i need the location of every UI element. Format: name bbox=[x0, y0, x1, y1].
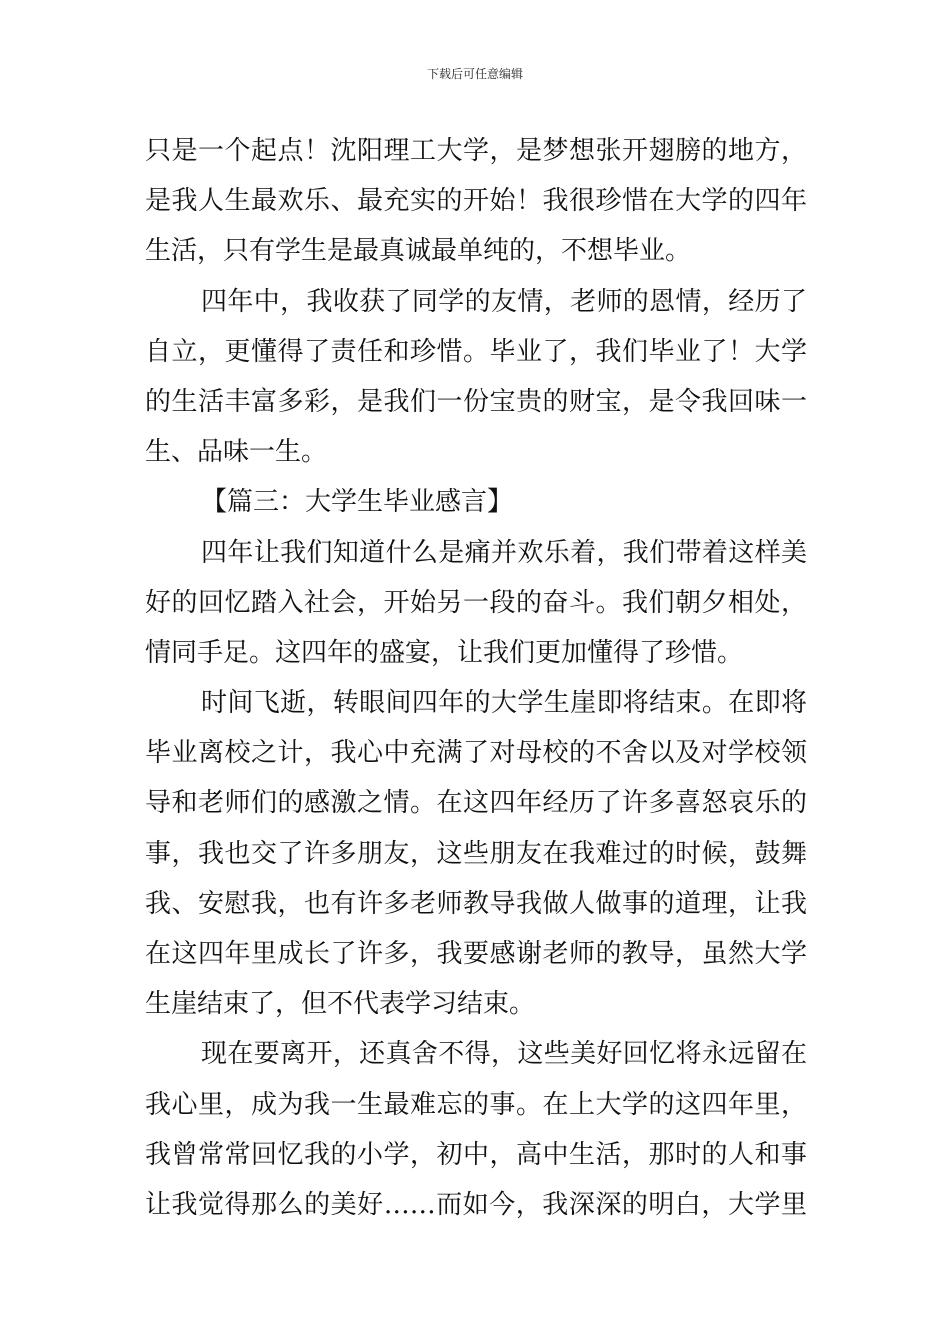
text-line: 我曾常常回忆我的小学，初中，高中生活，那时的人和事 bbox=[145, 1139, 807, 1170]
text-line: 只是一个起点！沈阳理工大学，是梦想张开翅膀的地方， bbox=[145, 136, 807, 166]
text-line: 四年中，我收获了同学的友情，老师的恩情，经历了 bbox=[201, 286, 807, 317]
text-line: 生、品味一生。 bbox=[145, 437, 328, 468]
text-line: 自立，更懂得了责任和珍惜。毕业了，我们毕业了！大学 bbox=[145, 336, 807, 367]
text-line: 时间飞逝，转眼间四年的大学生崖即将结束。在即将 bbox=[201, 688, 807, 719]
text-line: 情同手足。这四年的盛宴，让我们更加懂得了珍惜。 bbox=[145, 637, 744, 668]
header-note: 下载后可任意编辑 bbox=[426, 67, 523, 81]
text-line: 让我觉得那么的美好……而如今，我深深的明白，大学里 bbox=[145, 1189, 807, 1220]
text-line: 生活，只有学生是最真诚最单纯的，不想毕业。 bbox=[145, 236, 692, 267]
text-line: 是我人生最欢乐、最充实的开始！我很珍惜在大学的四年 bbox=[145, 186, 807, 217]
text-line: 导和老师们的感激之情。在这四年经历了许多喜怒哀乐的 bbox=[145, 788, 807, 819]
section-heading: 【篇三：大学生毕业感言】 bbox=[201, 487, 514, 518]
text-line: 四年让我们知道什么是痛并欢乐着，我们带着这样美 bbox=[201, 537, 807, 568]
text-line: 的生活丰富多彩，是我们一份宝贵的财宝，是令我回味一 bbox=[145, 386, 807, 417]
text-line: 我、安慰我，也有许多老师教导我做人做事的道理，让我 bbox=[145, 888, 807, 919]
body-text bbox=[145, 126, 807, 1230]
text-line: 事，我也交了许多朋友，这些朋友在我难过的时候，鼓舞 bbox=[145, 838, 807, 869]
text-line: 我心里，成为我一生最难忘的事。在上大学的这四年里， bbox=[145, 1089, 807, 1120]
text-line: 好的回忆踏入社会，开始另一段的奋斗。我们朝夕相处， bbox=[145, 587, 807, 618]
text-line: 现在要离开，还真舍不得，这些美好回忆将永远留在 bbox=[201, 1039, 807, 1070]
text-line: 毕业离校之计，我心中充满了对母校的不舍以及对学校领 bbox=[145, 738, 807, 769]
text-line: 生崖结束了，但不代表学习结束。 bbox=[145, 989, 536, 1020]
text-line: 在这四年里成长了许多，我要感谢老师的教导，虽然大学 bbox=[145, 939, 807, 969]
